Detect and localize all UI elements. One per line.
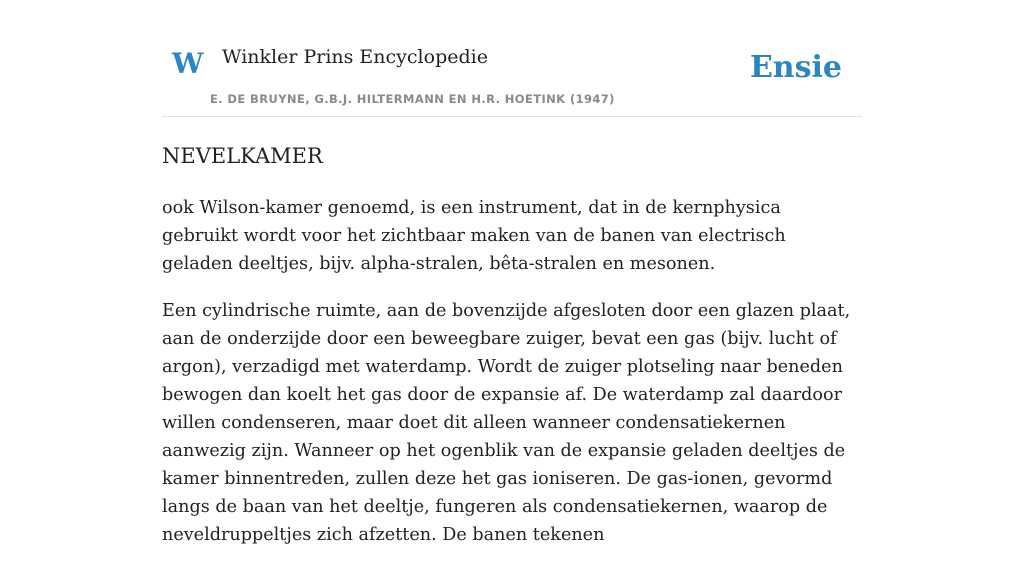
- winkler-prins-logo[interactable]: W: [172, 47, 204, 80]
- page: [162, 0, 862, 568]
- entry-paragraph: Een cylindrische ruimte, aan de bovenzijde afgesloten door een glazen plaat, aan de onderzijde door een beweegbare zuiger, bevat een gas (bijv. lucht of argon), verzadigd met waterdamp. Wordt de zuiger plotseling naar beneden bewogen dan koelt het gas door de expansie af. De waterdamp zal daardoor willen condenseren, maar doet dit alleen wanneer condensatiekernen aanwezig zijn. Wanneer op het ogenblik van de expansie geladen deeltjes de kamer binnentreden, zullen deze het gas ioniseren. De gas-ionen, gevormd langs de baan van het deeltje, fungeren als condensatiekernen, waarop de neveldruppeltjes zich afzetten. De banen tekenen: [162, 301, 851, 546]
- ensie-logo-link[interactable]: Ensie: [749, 50, 842, 85]
- source-authors: E. DE BRUYNE, G.B.J. HILTERMANN EN H.R. HOETINK (1947): [210, 92, 615, 106]
- source-title-link[interactable]: Winkler Prins Encyclopedie: [222, 46, 488, 68]
- entry-paragraph: ook Wilson-kamer genoemd, is een instrument, dat in de kernphysica gebruikt wordt voor het zichtbaar maken van de banen van electrisch geladen deeltjes, bijv. alpha-stralen, bêta-stralen en mesonen.: [162, 198, 786, 275]
- source-header: [162, 0, 862, 117]
- entry-title: NEVELKAMER: [162, 144, 323, 168]
- entry-body: [162, 194, 862, 549]
